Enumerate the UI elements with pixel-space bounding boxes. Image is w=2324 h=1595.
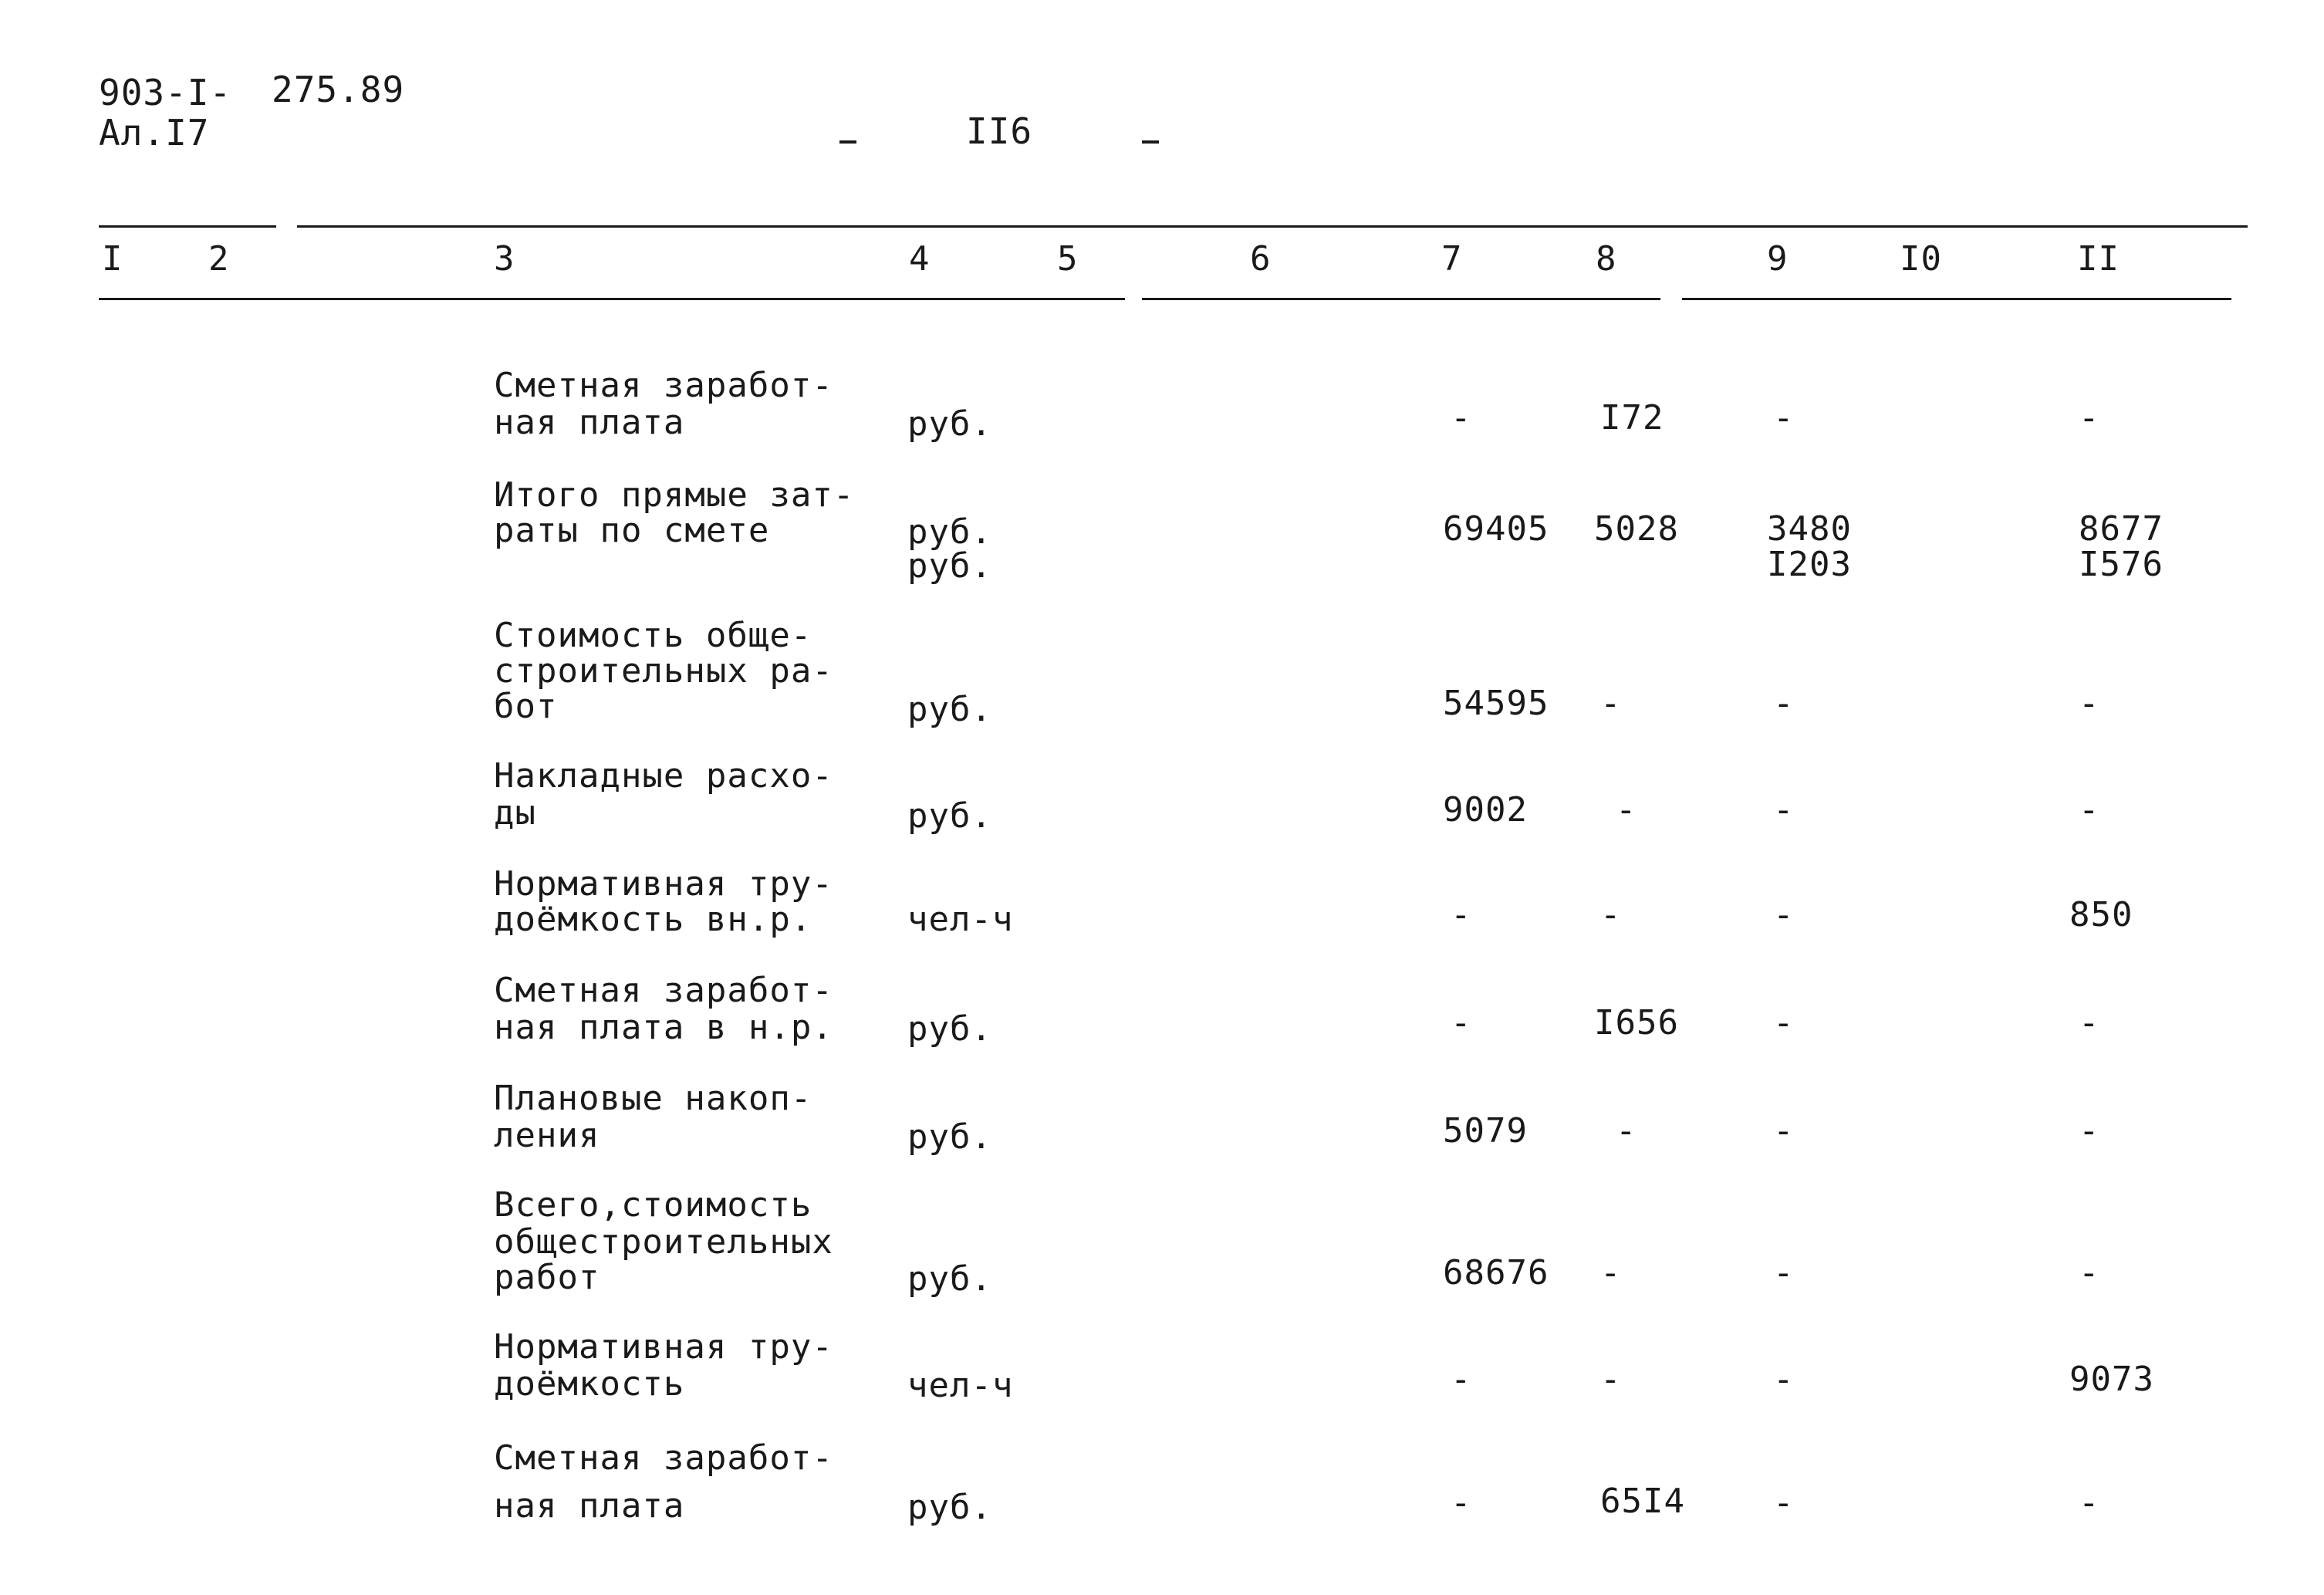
row-4-name-line-2: ды — [494, 793, 536, 833]
row-8-col7: 68676 — [1443, 1253, 1549, 1293]
row-7-col8: - — [1616, 1111, 1637, 1151]
row-8-name-line-2: общестроительных — [494, 1222, 833, 1262]
col-header-8: 8 — [1596, 239, 1617, 279]
row-1-name-line-1: Сметная заработ- — [494, 366, 833, 405]
header-rule-bottom-3 — [1682, 298, 2231, 300]
row-2-unit-1: руб. — [907, 512, 992, 552]
row-2-col11-line-1: 8677 — [2079, 509, 2164, 549]
row-1-col7: - — [1451, 398, 1472, 438]
row-3-name-line-2: строительных ра- — [494, 651, 833, 691]
row-4-col8: - — [1616, 790, 1637, 830]
row-1-col8: I72 — [1600, 398, 1664, 438]
row-2-col9-line-2: I203 — [1767, 545, 1852, 584]
row-3-col9: - — [1773, 684, 1795, 723]
row-6-col8: I656 — [1594, 1003, 1679, 1042]
row-4-unit: руб. — [907, 796, 992, 836]
page-dash-left — [839, 140, 856, 144]
row-8-col9: - — [1773, 1253, 1795, 1293]
row-3-name-line-1: Стоимость обще- — [494, 616, 812, 655]
row-10-col7: - — [1451, 1483, 1472, 1522]
col-header-9: 9 — [1767, 239, 1789, 279]
col-header-3: 3 — [494, 239, 515, 279]
row-9-col9: - — [1773, 1360, 1795, 1399]
row-10-name-line-2: ная плата — [494, 1486, 685, 1526]
row-8-name-line-1: Всего,стоимость — [494, 1185, 812, 1225]
row-4-col11: - — [2079, 790, 2100, 830]
row-4-col9: - — [1773, 790, 1795, 830]
row-8-col8: - — [1600, 1253, 1622, 1293]
row-9-unit: чел-ч — [907, 1366, 1014, 1405]
row-9-col11: 9073 — [2069, 1360, 2154, 1399]
row-6-unit: руб. — [907, 1009, 992, 1049]
page-number: II6 — [966, 110, 1033, 152]
doc-code: 903-I- — [99, 72, 232, 113]
row-10-col9: - — [1773, 1483, 1795, 1522]
row-7-name-line-1: Плановые накоп- — [494, 1079, 812, 1118]
row-9-name-line-2: доёмкость — [494, 1364, 685, 1404]
row-10-unit: руб. — [907, 1488, 992, 1527]
row-3-unit: руб. — [907, 690, 992, 729]
row-5-unit: чел-ч — [907, 900, 1014, 939]
row-6-col11: - — [2079, 1003, 2100, 1042]
row-5-col11: 850 — [2069, 895, 2133, 934]
row-5-name-line-2: доёмкость вн.р. — [494, 900, 812, 939]
col-header-2: 2 — [208, 239, 230, 279]
header-rule-bottom-1 — [99, 298, 1125, 300]
row-6-col7: - — [1451, 1003, 1472, 1042]
row-10-name-line-1: Сметная заработ- — [494, 1438, 833, 1478]
row-7-unit: руб. — [907, 1117, 992, 1157]
row-9-col7: - — [1451, 1360, 1472, 1399]
header-rule-bottom-2 — [1142, 298, 1660, 300]
row-3-col8: - — [1600, 684, 1622, 723]
col-header-4: 4 — [909, 239, 931, 279]
row-6-col9: - — [1773, 1003, 1795, 1042]
col-header-10: I0 — [1900, 239, 1942, 279]
row-5-col7: - — [1451, 895, 1472, 934]
doc-number: 275.89 — [272, 69, 405, 110]
row-2-name-line-2: раты по смете — [494, 511, 770, 550]
row-1-name-line-2: ная плата — [494, 403, 685, 442]
row-6-name-line-2: ная плата в н.р. — [494, 1008, 833, 1047]
row-2-unit-2: руб. — [907, 546, 992, 586]
row-1-col11: - — [2079, 398, 2100, 438]
row-7-col9: - — [1773, 1111, 1795, 1151]
row-8-col11: - — [2079, 1253, 2100, 1293]
row-9-name-line-1: Нормативная тру- — [494, 1327, 833, 1367]
row-2-col9-line-1: 3480 — [1767, 509, 1852, 549]
row-9-col8: - — [1600, 1360, 1622, 1399]
row-3-col11: - — [2079, 684, 2100, 723]
row-4-col7: 9002 — [1443, 790, 1528, 830]
row-2-col11-line-2: I576 — [2079, 545, 2164, 584]
row-8-name-line-3: работ — [494, 1258, 600, 1297]
page-dash-right — [1142, 140, 1159, 144]
col-header-6: 6 — [1250, 239, 1272, 279]
row-10-col11: - — [2079, 1483, 2100, 1522]
header-rule-top-1 — [99, 225, 276, 228]
row-5-col8: - — [1600, 895, 1622, 934]
row-5-col9: - — [1773, 895, 1795, 934]
row-10-col8: 65I4 — [1600, 1482, 1685, 1521]
row-8-unit: руб. — [907, 1259, 992, 1299]
col-header-5: 5 — [1057, 239, 1079, 279]
row-7-col11: - — [2079, 1111, 2100, 1151]
row-6-name-line-1: Сметная заработ- — [494, 971, 833, 1010]
col-header-7: 7 — [1441, 239, 1463, 279]
row-1-col9: - — [1773, 398, 1795, 438]
row-3-col7: 54595 — [1443, 684, 1549, 723]
row-7-name-line-2: ления — [494, 1116, 600, 1155]
header-rule-top-2 — [297, 225, 2248, 228]
row-7-col7: 5079 — [1443, 1111, 1528, 1151]
sheet-label: Ал.I7 — [99, 112, 210, 154]
row-1-unit: руб. — [907, 404, 992, 444]
col-header-1: I — [102, 239, 123, 279]
col-header-11: II — [2077, 239, 2120, 279]
row-5-name-line-1: Нормативная тру- — [494, 864, 833, 904]
row-2-col8: 5028 — [1594, 509, 1679, 549]
row-4-name-line-1: Накладные расхо- — [494, 756, 833, 796]
row-2-col7: 69405 — [1443, 509, 1549, 549]
row-2-name-line-1: Итого прямые зат- — [494, 475, 855, 515]
row-3-name-line-3: бот — [494, 687, 558, 726]
